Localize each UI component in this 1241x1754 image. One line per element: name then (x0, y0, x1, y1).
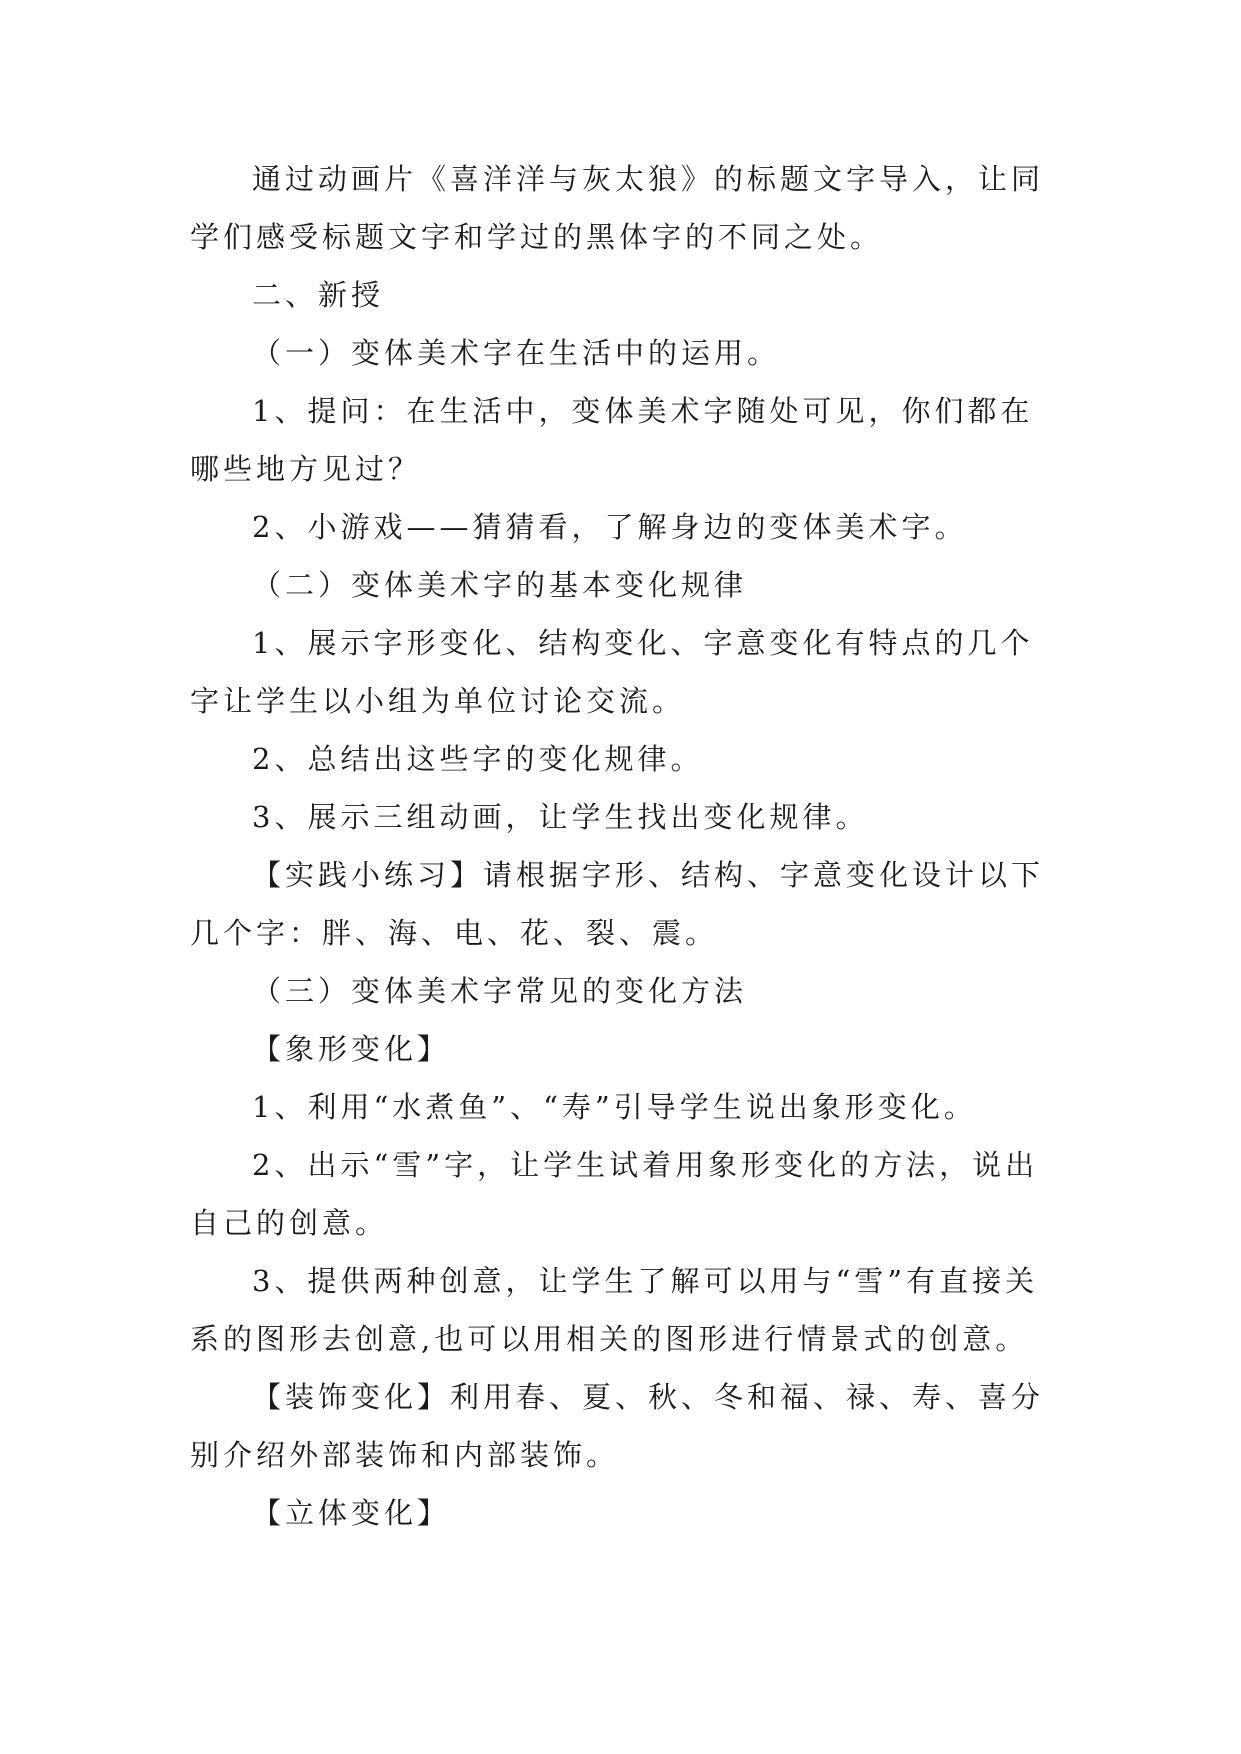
list-item: 1、利用“水煮鱼”、“寿”引导学生说出象形变化。 (252, 1090, 977, 1124)
list-item: 2、出示“雪”字，让学生试着用象形变化的方法，说出自己的创意。 (190, 1148, 1039, 1240)
subsection-heading-1: （一）变体美术字在生活中的运用。 (252, 336, 781, 370)
list-item: 1、展示字形变化、结构变化、字意变化有特点的几个字让学生以小组为单位讨论交流。 (190, 626, 1034, 718)
subsection-heading-3: （三）变体美术字常见的变化方法 (252, 974, 748, 1008)
practice-exercise: 【实践小练习】请根据字形、结构、字意变化设计以下几个字：胖、海、电、花、裂、震。 (190, 858, 1045, 950)
list-item: 2、小游戏——猜猜看，了解身边的变体美术字。 (252, 510, 968, 544)
bracket-heading-3d: 【立体变化】 (252, 1496, 451, 1530)
list-item: 3、展示三组动画，让学生找出变化规律。 (252, 800, 869, 834)
list-item: 2、总结出这些字的变化规律。 (252, 742, 704, 776)
document-page (190, 150, 1050, 1542)
paragraph-intro: 通过动画片《喜洋洋与灰太狼》的标题文字导入，让同学们感受标题文字和学过的黑体字的不同之处。 (190, 162, 1045, 254)
list-item: 3、提供两种创意，让学生了解可以用与“雪”有直接关系的图形去创意,也可以用相关的图形进行情景式的创意。 (190, 1264, 1039, 1356)
list-item: 1、提问：在生活中，变体美术字随处可见，你们都在哪些地方见过？ (190, 394, 1034, 486)
decorative-change-paragraph: 【装饰变化】利用春、夏、秋、冬和福、禄、寿、喜分别介绍外部装饰和内部装饰。 (190, 1380, 1045, 1472)
bracket-heading-pictographic: 【象形变化】 (252, 1032, 451, 1066)
subsection-heading-2: （二）变体美术字的基本变化规律 (252, 568, 748, 602)
section-heading-new-lesson: 二、新授 (252, 278, 385, 312)
